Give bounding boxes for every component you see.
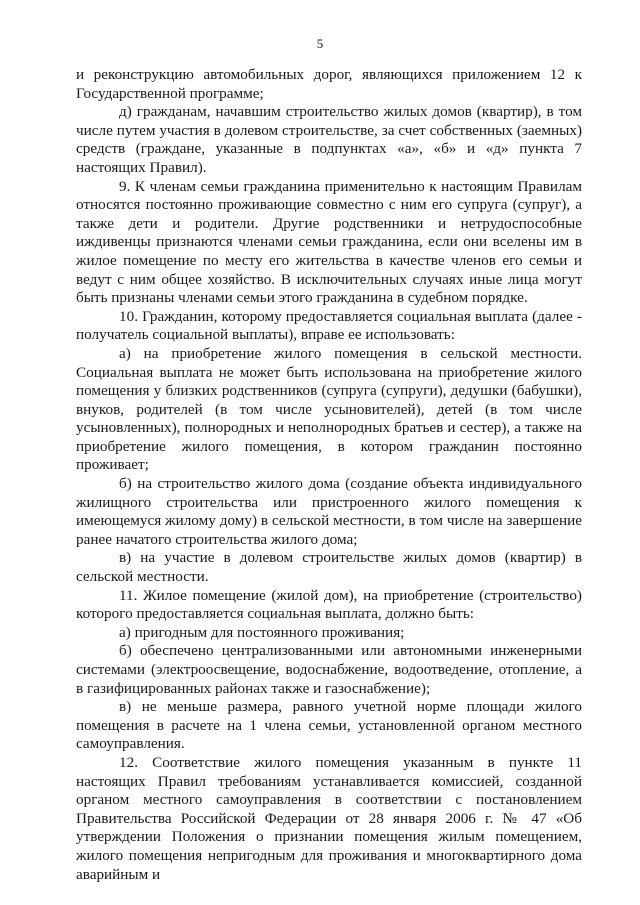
paragraph-clause-11-a: а) пригодным для постоянного проживания; (119, 623, 405, 641)
paragraph-clause-10-a: а) на приобретение жилого помещения в сельской местности. Социальная выплата не может быть использована на приобретение жилого помещения у близких родственников (супруга (супруги), дедушки (бабушки), внуков, родителей (в том числе усыновителей), детей (в том числе усыновленных), полнородных и неполнородных братьев и сестер), а также на приобретение жилого помещения, в котором гражданин постоянно проживает; (76, 344, 582, 474)
paragraph-clause-12: 12. Соответствие жилого помещения указанным в пункте 11 настоящих Правил требованиям устанавливается комиссией, созданной органом местного самоуправления в соответствии с постановлением Правительства Российской Федерации от 28 января 2006 г. № 47 «Об утверждении Положения о признании помещения жилым помещением, жилого помещения непригодным для проживания и многоквартирного дома аварийным и (76, 753, 582, 883)
paragraph-clause-9-d: д) гражданам, начавшим строительство жилых домов (квартир), в том числе путем участия в долевом строительстве, за счет собственных (заемных) средств (граждане, указанные в подпунктах «а», «б» и «д» пункта 7 настоящих Правил). (76, 103, 582, 176)
document-body (76, 66, 582, 884)
paragraph-clause-11-v: в) не меньше размера, равного учетной норме площади жилого помещения в расчете на 1 члена семьи, установленной органом местного самоуправления. (76, 698, 582, 753)
paragraph-clause-9: 9. К членам семьи гражданина применительно к настоящим Правилам относятся постоянно проживающие совместно с ним его супруга (супруг), а также дети и родители. Другие родственники и нетрудоспособные иждивенцы признаются членами семьи гражданина, если они вселены им в жилое помещение по месту его жительства в качестве членов его семьи и ведут с ним общее хозяйство. В исключительных случаях иные лица могут быть признаны членами семьи этого гражданина в судебном порядке. (76, 177, 582, 307)
page-number: 5 (316, 36, 324, 51)
paragraph-clause-11-b: б) обеспечено централизованными или автономными инженерными системами (электроосвещение, водоснабжение, водоотведение, отопление, а в газифицированных районах также и газоснабжение); (76, 642, 582, 697)
paragraph-continuation: и реконструкцию автомобильных дорог, являющихся приложением 12 к Государственной программе; (76, 66, 582, 102)
paragraph-clause-10: 10. Гражданин, которому предоставляется социальная выплата (далее - получатель социальной выплаты), вправе ее использовать: (76, 307, 582, 344)
paragraph-clause-11: 11. Жилое помещение (жилой дом), на приобретение (строительство) которого предоставляется социальная выплата, должно быть: (76, 586, 582, 623)
paragraph-clause-10-b: б) на строительство жилого дома (создание объекта индивидуального жилищного строительства или пристроенного жилого помещения к имеющемуся жилому дому) в сельской местности, в том числе на завершение ранее начатого строительства жилого дома; (76, 475, 582, 548)
paragraph-clause-10-v: в) на участие в долевом строительстве жилых домов (квартир) в сельской местности. (76, 549, 582, 586)
